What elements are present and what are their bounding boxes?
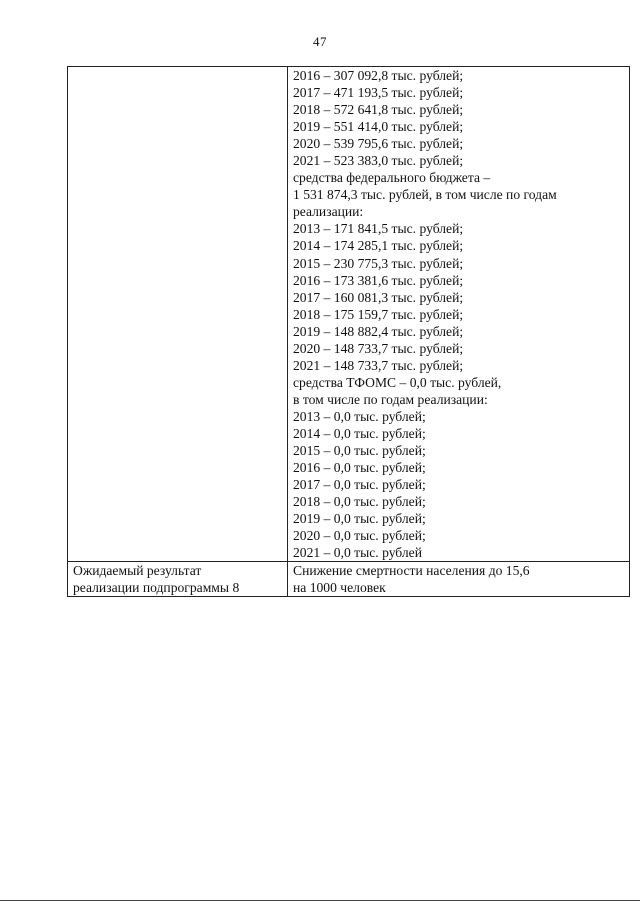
page-number: 47 <box>313 34 327 49</box>
funding-line: 2013 – 0,0 тыс. рублей; <box>293 408 426 424</box>
funding-line: 2016 – 307 092,8 тыс. рублей; <box>293 68 464 83</box>
subprogram-passport-table <box>67 66 630 597</box>
funding-line: 2013 – 171 841,5 тыс. рублей; <box>293 221 464 237</box>
funding-line: 2016 – 0,0 тыс. рублей; <box>293 460 426 476</box>
expected-result-label-line: реализации подпрограммы 8 <box>73 580 240 596</box>
table-cell-expected-result-label <box>68 562 288 597</box>
funding-line: 2017 – 160 081,3 тыс. рублей; <box>293 289 464 305</box>
expected-result-value-line: Снижение смертности населения до 15,6 <box>293 563 530 579</box>
funding-lines <box>288 67 629 561</box>
funding-line: 2019 – 551 414,0 тыс. рублей; <box>293 119 464 135</box>
table-row-funding <box>68 67 630 562</box>
funding-line: 1 531 874,3 тыс. рублей, в том числе по годам <box>293 187 557 203</box>
funding-line: 2019 – 148 882,4 тыс. рублей; <box>293 323 464 339</box>
funding-line: в том числе по годам реализации: <box>293 391 488 407</box>
funding-line: 2018 – 572 641,8 тыс. рублей; <box>293 102 464 118</box>
funding-line: 2020 – 0,0 тыс. рублей; <box>293 528 426 544</box>
funding-line: 2020 – 148 733,7 тыс. рублей; <box>293 340 464 356</box>
funding-line: 2014 – 174 285,1 тыс. рублей; <box>293 238 464 254</box>
funding-line: 2018 – 0,0 тыс. рублей; <box>293 494 426 510</box>
funding-line: 2021 – 148 733,7 тыс. рублей; <box>293 357 464 373</box>
table-cell-expected-result-value <box>288 562 630 597</box>
expected-result-label-line: Ожидаемый результат <box>73 563 202 579</box>
bottom-rule <box>0 900 640 901</box>
funding-line: 2018 – 175 159,7 тыс. рублей; <box>293 306 464 322</box>
table-cell-funding-details <box>288 67 630 562</box>
funding-line: 2020 – 539 795,6 тыс. рублей; <box>293 136 464 152</box>
funding-line: 2015 – 230 775,3 тыс. рублей; <box>293 255 464 271</box>
funding-line: средства федерального бюджета – <box>293 170 491 186</box>
funding-line: 2019 – 0,0 тыс. рублей; <box>293 511 426 527</box>
expected-result-label <box>68 562 287 596</box>
funding-line: 2017 – 471 193,5 тыс. рублей; <box>293 85 464 101</box>
funding-line: реализации: <box>293 204 364 220</box>
table-cell-label <box>68 67 288 562</box>
funding-line: 2014 – 0,0 тыс. рублей; <box>293 425 426 441</box>
funding-line: 2015 – 0,0 тыс. рублей; <box>293 443 426 459</box>
funding-line: 2017 – 0,0 тыс. рублей; <box>293 477 426 493</box>
funding-line: 2021 – 523 383,0 тыс. рублей; <box>293 153 464 169</box>
table-row-expected-result <box>68 562 630 597</box>
funding-line: 2021 – 0,0 тыс. рублей <box>293 545 422 561</box>
expected-result-value-line: на 1000 человек <box>293 580 386 596</box>
funding-line: средства ТФОМС – 0,0 тыс. рублей, <box>293 374 502 390</box>
expected-result-value <box>288 562 629 596</box>
funding-line: 2016 – 173 381,6 тыс. рублей; <box>293 272 464 288</box>
